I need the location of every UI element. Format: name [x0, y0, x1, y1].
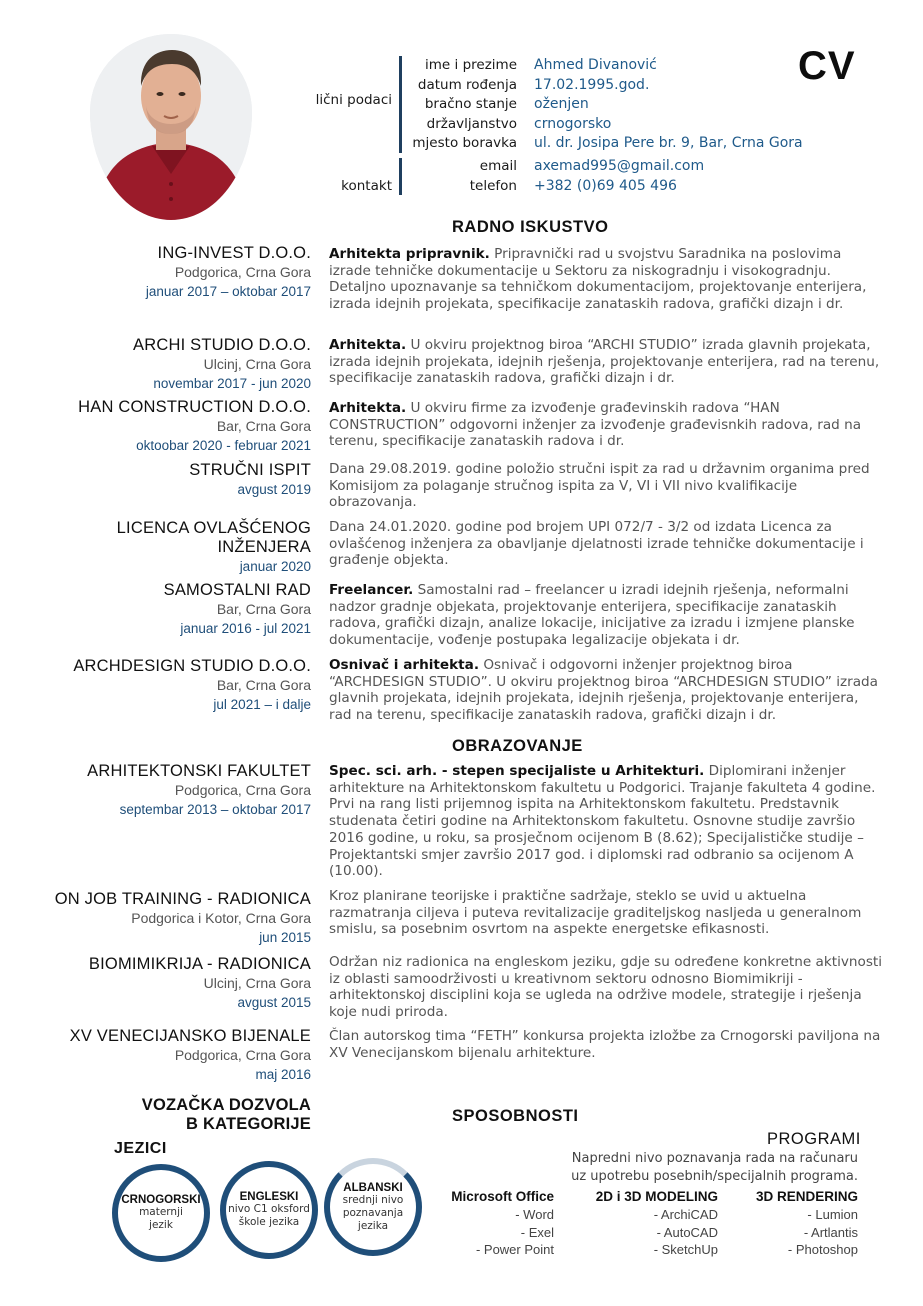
program-item: - SketchUp — [653, 1242, 718, 1257]
education-entry-description — [329, 954, 884, 1021]
experience-entry-meta — [40, 398, 311, 455]
company-name: HAN CONSTRUCTION D.O.O. — [78, 398, 311, 416]
program-item: - Power Point — [475, 1242, 554, 1257]
experience-entry-description — [329, 400, 884, 450]
education-entry-description — [329, 888, 884, 938]
personal-data-label: lični podaci — [315, 92, 392, 108]
experience-entry-meta — [40, 657, 311, 714]
location: Podgorica, Crna Gora — [174, 264, 311, 280]
experience-entry-description — [329, 337, 884, 387]
language-name: CRNOGORSKI — [121, 1194, 201, 1206]
company-name: ARCHI STUDIO D.O.O. — [133, 336, 311, 354]
programs-description-line: Napredni nivo poznavanja rada na računaru — [571, 1151, 858, 1166]
key-email: email — [479, 158, 517, 174]
email-link[interactable]: axemad995@gmail.com — [534, 158, 705, 174]
experience-entry-description — [329, 461, 884, 511]
experience-entry-description — [329, 582, 884, 649]
language-level: škole jezika — [238, 1216, 300, 1228]
language-name: ALBANSKI — [343, 1181, 403, 1194]
date-range: januar 2016 - jul 2021 — [180, 621, 311, 636]
date-range: oktoobar 2020 - februar 2021 — [136, 438, 311, 453]
company-name: ARCHDESIGN STUDIO D.O.O. — [73, 657, 311, 675]
driving-license — [40, 1096, 311, 1134]
contact-label: kontakt — [341, 178, 392, 194]
language-circle-albanian — [324, 1158, 422, 1256]
program-item: - Photoshop — [787, 1242, 858, 1257]
key-phone: telefon — [469, 177, 517, 194]
location: Ulcinj, Crna Gora — [203, 356, 311, 372]
language-circle-montenegrin — [112, 1164, 210, 1262]
location: Bar, Crna Gora — [216, 677, 311, 693]
education-entry-meta — [40, 1027, 311, 1084]
driving-license-category: B KATEGORIJE — [186, 1115, 311, 1133]
education-entry-meta — [40, 762, 311, 819]
key-citizenship: državljanstvo — [426, 115, 517, 132]
education-description: Diplomirani inženjer arhitekture na Arhitektonskom fakultetu u Podgorici. Trajanje fakulteta 4 godine. Prvi na rang listi prijemnog ispita na Arhitektonskom fakultetu. Predstavnik studenata četiri godine na Arhitektonskom fakultetu. Osnovne studije završio 2016 godine, u roku, sa prosječnom ocijenom B (8.62); Specijalističke studije – Projektantski smjer završio 2017 god. i diplomski rad odbranio sa ocijenom A (10.00). — [329, 763, 876, 880]
program-item: - Artlantis — [803, 1224, 858, 1240]
date-range: januar 2020 — [239, 559, 311, 574]
phone-link[interactable]: +382 (0)69 405 496 — [534, 177, 677, 194]
experience-entry-meta — [40, 519, 311, 576]
workshop-name: BIOMIMIKRIJA - RADIONICA — [88, 955, 311, 973]
value-birthdate: 17.02.1995.god. — [534, 76, 650, 93]
program-column-heading: Microsoft Office — [451, 1189, 554, 1204]
license-description: Dana 24.01.2020. godine pod brojem UPI 072/7 - 3/2 od izdata Licenca za ovlašćenog inženjera za obavljanje djelatnosti izrade tehničke dokumentacije i građenje objekta. — [329, 519, 864, 569]
location: Bar, Crna Gora — [216, 418, 311, 434]
date-range: avgust 2015 — [237, 995, 311, 1010]
education-entry-meta — [40, 955, 311, 1012]
language-level: srednji nivo — [342, 1193, 404, 1206]
program-item: - Lumion — [807, 1207, 858, 1222]
key-marital: bračno stanje — [424, 96, 517, 112]
value-name: Ahmed Divanović — [534, 57, 657, 73]
workshop-description: Održan niz radionica na engleskom jeziku, gdje su određene konkretne aktivnosti iz oblasti samoodrživosti u kreativnom sektoru odnosno Biomimikriji - arhitektonskoj disciplini koja se ugleda na održive modele, strategije i rješenja koje nudi priroda. — [329, 954, 883, 1021]
language-level: jezik — [149, 1219, 173, 1231]
job-role: Arhitekta. — [329, 400, 407, 416]
experience-entry-description — [329, 657, 884, 724]
programs-heading: PROGRAMI — [767, 1130, 861, 1148]
cv-title: CV — [798, 44, 856, 88]
language-level: jezika — [357, 1219, 389, 1232]
program-column-office — [430, 1188, 554, 1259]
workshop-name: ON JOB TRAINING - RADIONICA — [54, 890, 311, 908]
date-range: maj 2016 — [255, 1067, 311, 1082]
experience-heading: RADNO ISKUSTVO — [452, 218, 609, 236]
key-residence: mjesto boravka — [412, 135, 517, 151]
language-level: maternji — [139, 1206, 183, 1218]
language-level: poznavanja — [342, 1206, 404, 1219]
language-circle-english — [220, 1161, 318, 1259]
exam-title: STRUČNI ISPIT — [189, 461, 311, 479]
program-column-modeling — [580, 1188, 718, 1259]
education-entry-meta — [40, 890, 311, 947]
education-entry-description — [329, 1028, 884, 1061]
event-description: Član autorskog tima “FETH” konkursa projekta izložbe za Crnogorski paviljona na XV Venecijanskom bijenalu arhitekture. — [329, 1028, 881, 1061]
workshop-description: Kroz planirane teorijske i praktične sadržaje, steklo se uvid u aktuelna razmatranja ciljeva i puteva revitalizacije graditeljskog nasljeda u generalnom smislu, sa posebnim osvrtom na aspekte energetske efikasnosti. — [329, 888, 862, 938]
date-range: jun 2015 — [259, 930, 311, 945]
experience-entry-description — [329, 246, 884, 313]
experience-entry-meta — [40, 336, 311, 393]
job-role: Freelancer. — [329, 582, 414, 598]
company-name: ING-INVEST D.O.O. — [157, 244, 311, 262]
key-name: ime i prezime — [425, 57, 517, 73]
experience-entry-meta — [40, 461, 311, 499]
program-item: - Exel — [520, 1224, 554, 1240]
date-range: novembar 2017 - jun 2020 — [153, 376, 311, 391]
job-description: U okviru firme za izvođenje građevinskih radova “HAN CONSTRUCTION” odgovorni inženjer za izvođenje građevisnkih radova, rad na terenu, specifikacije zanataskih radova i dr. — [329, 400, 862, 450]
skills-heading: SPOSOBNOSTI — [452, 1107, 579, 1125]
location: Podgorica, Crna Gora — [174, 782, 311, 798]
license-title: LICENCA OVLAŠĆENOG INŽENJERA — [116, 519, 311, 556]
program-column-heading: 2D i 3D MODELING — [595, 1189, 718, 1204]
education-heading: OBRAZOVANJE — [452, 737, 583, 755]
languages-heading: JEZICI — [114, 1140, 167, 1157]
program-column-heading: 3D RENDERING — [755, 1189, 858, 1204]
program-item: - AutoCAD — [656, 1224, 718, 1240]
date-range: jul 2021 – i dalje — [213, 697, 311, 712]
job-description: Pripravnički rad u svojstvu Saradnika na poslovima izrade tehničke dokumentacije u Sektoru za niskogradnju i visokogradnju. Detaljno upoznavanje sa tehničkom dokumentacijom, projektovanje enterijera, izrada idejnih projekata, specifikacije zanataskih radova, grafički dizajn i dr. — [329, 246, 867, 313]
value-residence: ul. dr. Josipa Pere br. 9, Bar, Crna Gora — [534, 135, 803, 151]
exam-description: Dana 29.08.2019. godine položio stručni ispit za rad u državnim organima pred Komisijom za polaganje stručnog ispita za V, VI i VII nivo kvalifikacije obrazovanja. — [329, 461, 870, 511]
location: Bar, Crna Gora — [216, 601, 311, 617]
date-range: septembar 2013 – oktobar 2017 — [119, 802, 311, 817]
location: Podgorica i Kotor, Crna Gora — [131, 910, 311, 926]
job-description: U okviru projektnog biroa “ARCHI STUDIO” izrada glavnih projekata, izrada idejnih projekata, idejnih rješenja, projektovanje enterijera, rad na terenu, specifikacije zanataskih radova, grafički dizajn i dr. — [329, 337, 880, 387]
date-range: januar 2017 – oktobar 2017 — [145, 284, 311, 299]
job-description: Osnivač i odgovorni inženjer projektnog biroa “ARCHDESIGN STUDIO”. U okviru projektnog biroa “ARCHDESIGN STUDIO” izrada glavnih projekata, idejnih projekata, idejnih rješenja, projektovanje enterijera, rad na terenu, specifikacije zanataskih radova, grafički dizajn i dr. — [329, 657, 878, 724]
experience-entry-meta — [40, 581, 311, 638]
job-role: Osnivač i arhitekta. — [329, 657, 480, 673]
job-role: Arhitekta pripravnik. — [329, 246, 490, 262]
event-name: XV VENECIJANSKO BIJENALE — [69, 1027, 311, 1045]
date-range: avgust 2019 — [237, 482, 311, 497]
institution-name: ARHITEKTONSKI FAKULTET — [87, 762, 311, 780]
profile-photo — [90, 34, 252, 220]
value-marital: oženjen — [534, 96, 589, 112]
program-item: - Word — [515, 1207, 554, 1222]
degree-title: Spec. sci. arh. - stepen specijaliste u Arhitekturi. — [329, 763, 705, 779]
job-role: Arhitekta. — [329, 337, 407, 353]
location: Ulcinj, Crna Gora — [203, 975, 311, 991]
experience-entry-description — [329, 519, 884, 569]
driving-license-title: VOZAČKA DOZVOLA — [141, 1096, 311, 1114]
program-column-rendering — [738, 1188, 858, 1259]
job-description: Samostalni rad – freelancer u izradi idejnih rješenja, neformalni nadzor gradnje objekata, projektovanje enterijera, specifikacije zanataskih radova, grafički dizajn, analize lokacije, inicijative za izradu i izmjene planske dokumentacije, vođenje postupaka legalizacije objekata i dr. — [329, 582, 855, 649]
experience-entry-meta — [40, 244, 311, 301]
programs-description — [520, 1150, 858, 1186]
key-birthdate: datum rođenja — [417, 76, 517, 93]
language-level: nivo C1 oksford — [228, 1203, 310, 1215]
programs-description-line: uz upotrebu posebnih/specijalnih programa. — [571, 1169, 858, 1184]
location: Podgorica, Crna Gora — [174, 1047, 311, 1063]
value-citizenship: crnogorsko — [534, 115, 612, 132]
language-name: ENGLESKI — [239, 1191, 299, 1203]
program-item: - ArchiCAD — [653, 1207, 718, 1222]
company-name: SAMOSTALNI RAD — [163, 581, 311, 599]
education-entry-description — [329, 763, 884, 880]
